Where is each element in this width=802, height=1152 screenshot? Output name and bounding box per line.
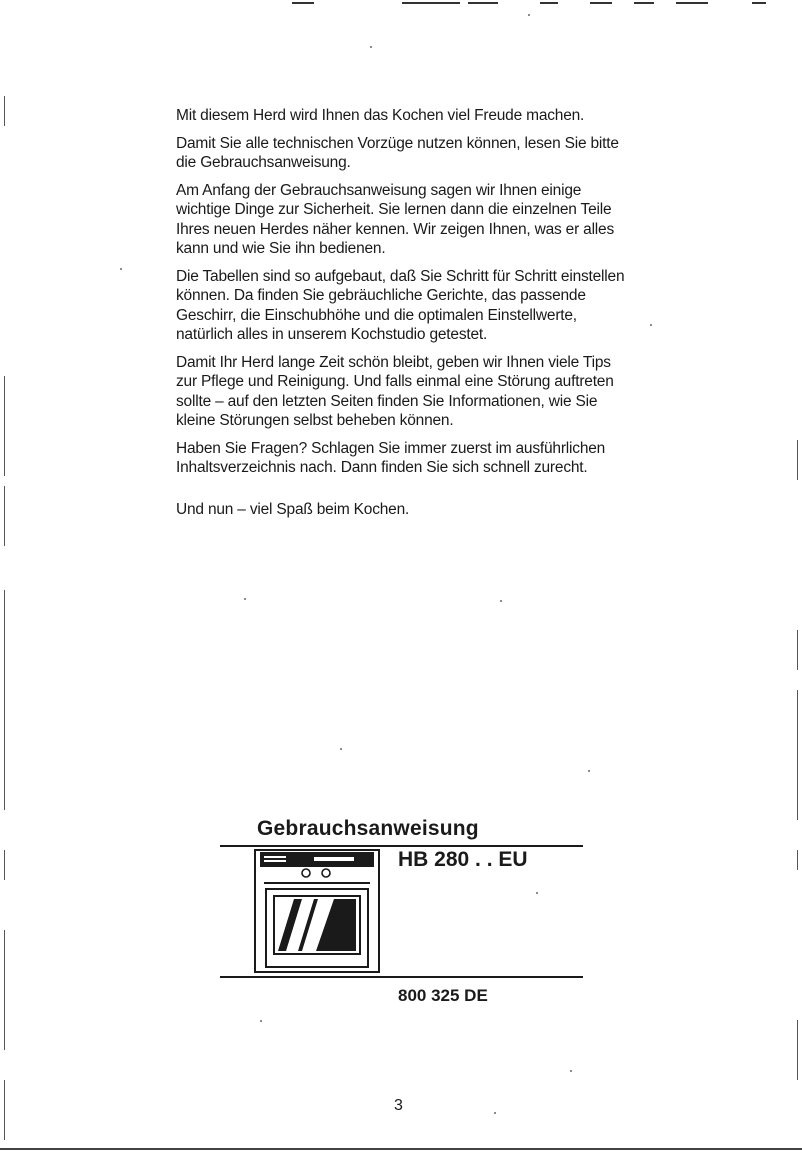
intro-paragraph: Damit Sie alle technischen Vorzüge nutzen können, lesen Sie bitte die Gebrauchsanweisung.: [176, 134, 619, 171]
scan-edge-left: [4, 850, 5, 880]
scan-speck: [650, 324, 652, 326]
scan-edge-left: [4, 376, 5, 476]
scan-edge-left: [4, 486, 5, 546]
title-rule-bottom: [220, 976, 583, 978]
intro-paragraph: Die Tabellen sind so aufgebaut, daß Sie Schritt für Schritt einstellen können. Da finden Sie gebräuchliche Gerichte, das passende Geschirr, die Einschubhöhe und die optimalen Einstellwerte, natürlich alles in unserem Kochstudio getestet.: [176, 267, 625, 343]
scan-speck: [244, 598, 246, 600]
scan-edge-bottom: [0, 1148, 802, 1150]
scan-edge-left: [4, 930, 5, 1050]
scan-edge-left: [4, 1080, 5, 1140]
page-number: 3: [394, 1097, 403, 1114]
scan-speck: [370, 46, 372, 48]
scan-speck: [260, 1020, 262, 1022]
scan-edge-right: [797, 440, 798, 480]
intro-text: [176, 106, 626, 527]
model-number: HB 280 . . EU: [398, 848, 528, 871]
scan-speck: [340, 748, 342, 750]
scan-edge-right: [797, 1020, 798, 1080]
scan-edge-right: [797, 630, 798, 670]
intro-paragraph: Am Anfang der Gebrauchsanweisung sagen wir Ihnen einige wichtige Dinge zur Sicherheit. Sie lernen dann die einzelnen Teile Ihres neuen Herdes näher kennen. Wir zeigen Ihnen, was er alles kann und wie Sie ihn bedienen.: [176, 181, 615, 257]
scan-speck: [500, 600, 502, 602]
scan-edge-left: [4, 96, 5, 126]
scan-speck: [588, 770, 590, 772]
oven-icon: [254, 849, 380, 973]
intro-paragraph: Mit diesem Herd wird Ihnen das Kochen viel Freude machen.: [176, 107, 585, 124]
scan-edge-left: [4, 590, 5, 810]
intro-paragraph: Haben Sie Fragen? Schlagen Sie immer zuerst im ausführlichen Inhaltsverzeichnis nach. Dann finden Sie sich schnell zurecht.: [176, 439, 606, 476]
scan-speck: [528, 14, 530, 16]
scan-speck: [570, 1070, 572, 1072]
scan-edge-top: [0, 0, 802, 6]
scan-speck: [120, 268, 122, 270]
scan-speck: [494, 1112, 496, 1114]
scan-edge-right: [797, 690, 798, 820]
scan-edge-right: [797, 850, 798, 870]
intro-paragraph: Damit Ihr Herd lange Zeit schön bleibt, geben wir Ihnen viele Tips zur Pflege und Reinigung. Und falls einmal eine Störung auftreten sollte – auf den letzten Seiten finden Sie Informationen, wie Sie kleine Störungen selbst beheben können.: [176, 353, 614, 429]
document-title: Gebrauchsanweisung: [257, 817, 479, 840]
closing-line: Und nun – viel Spaß beim Kochen.: [176, 500, 410, 518]
title-rule-top: [220, 845, 583, 847]
scan-speck: [536, 892, 538, 894]
order-number: 800 325 DE: [398, 986, 488, 1005]
